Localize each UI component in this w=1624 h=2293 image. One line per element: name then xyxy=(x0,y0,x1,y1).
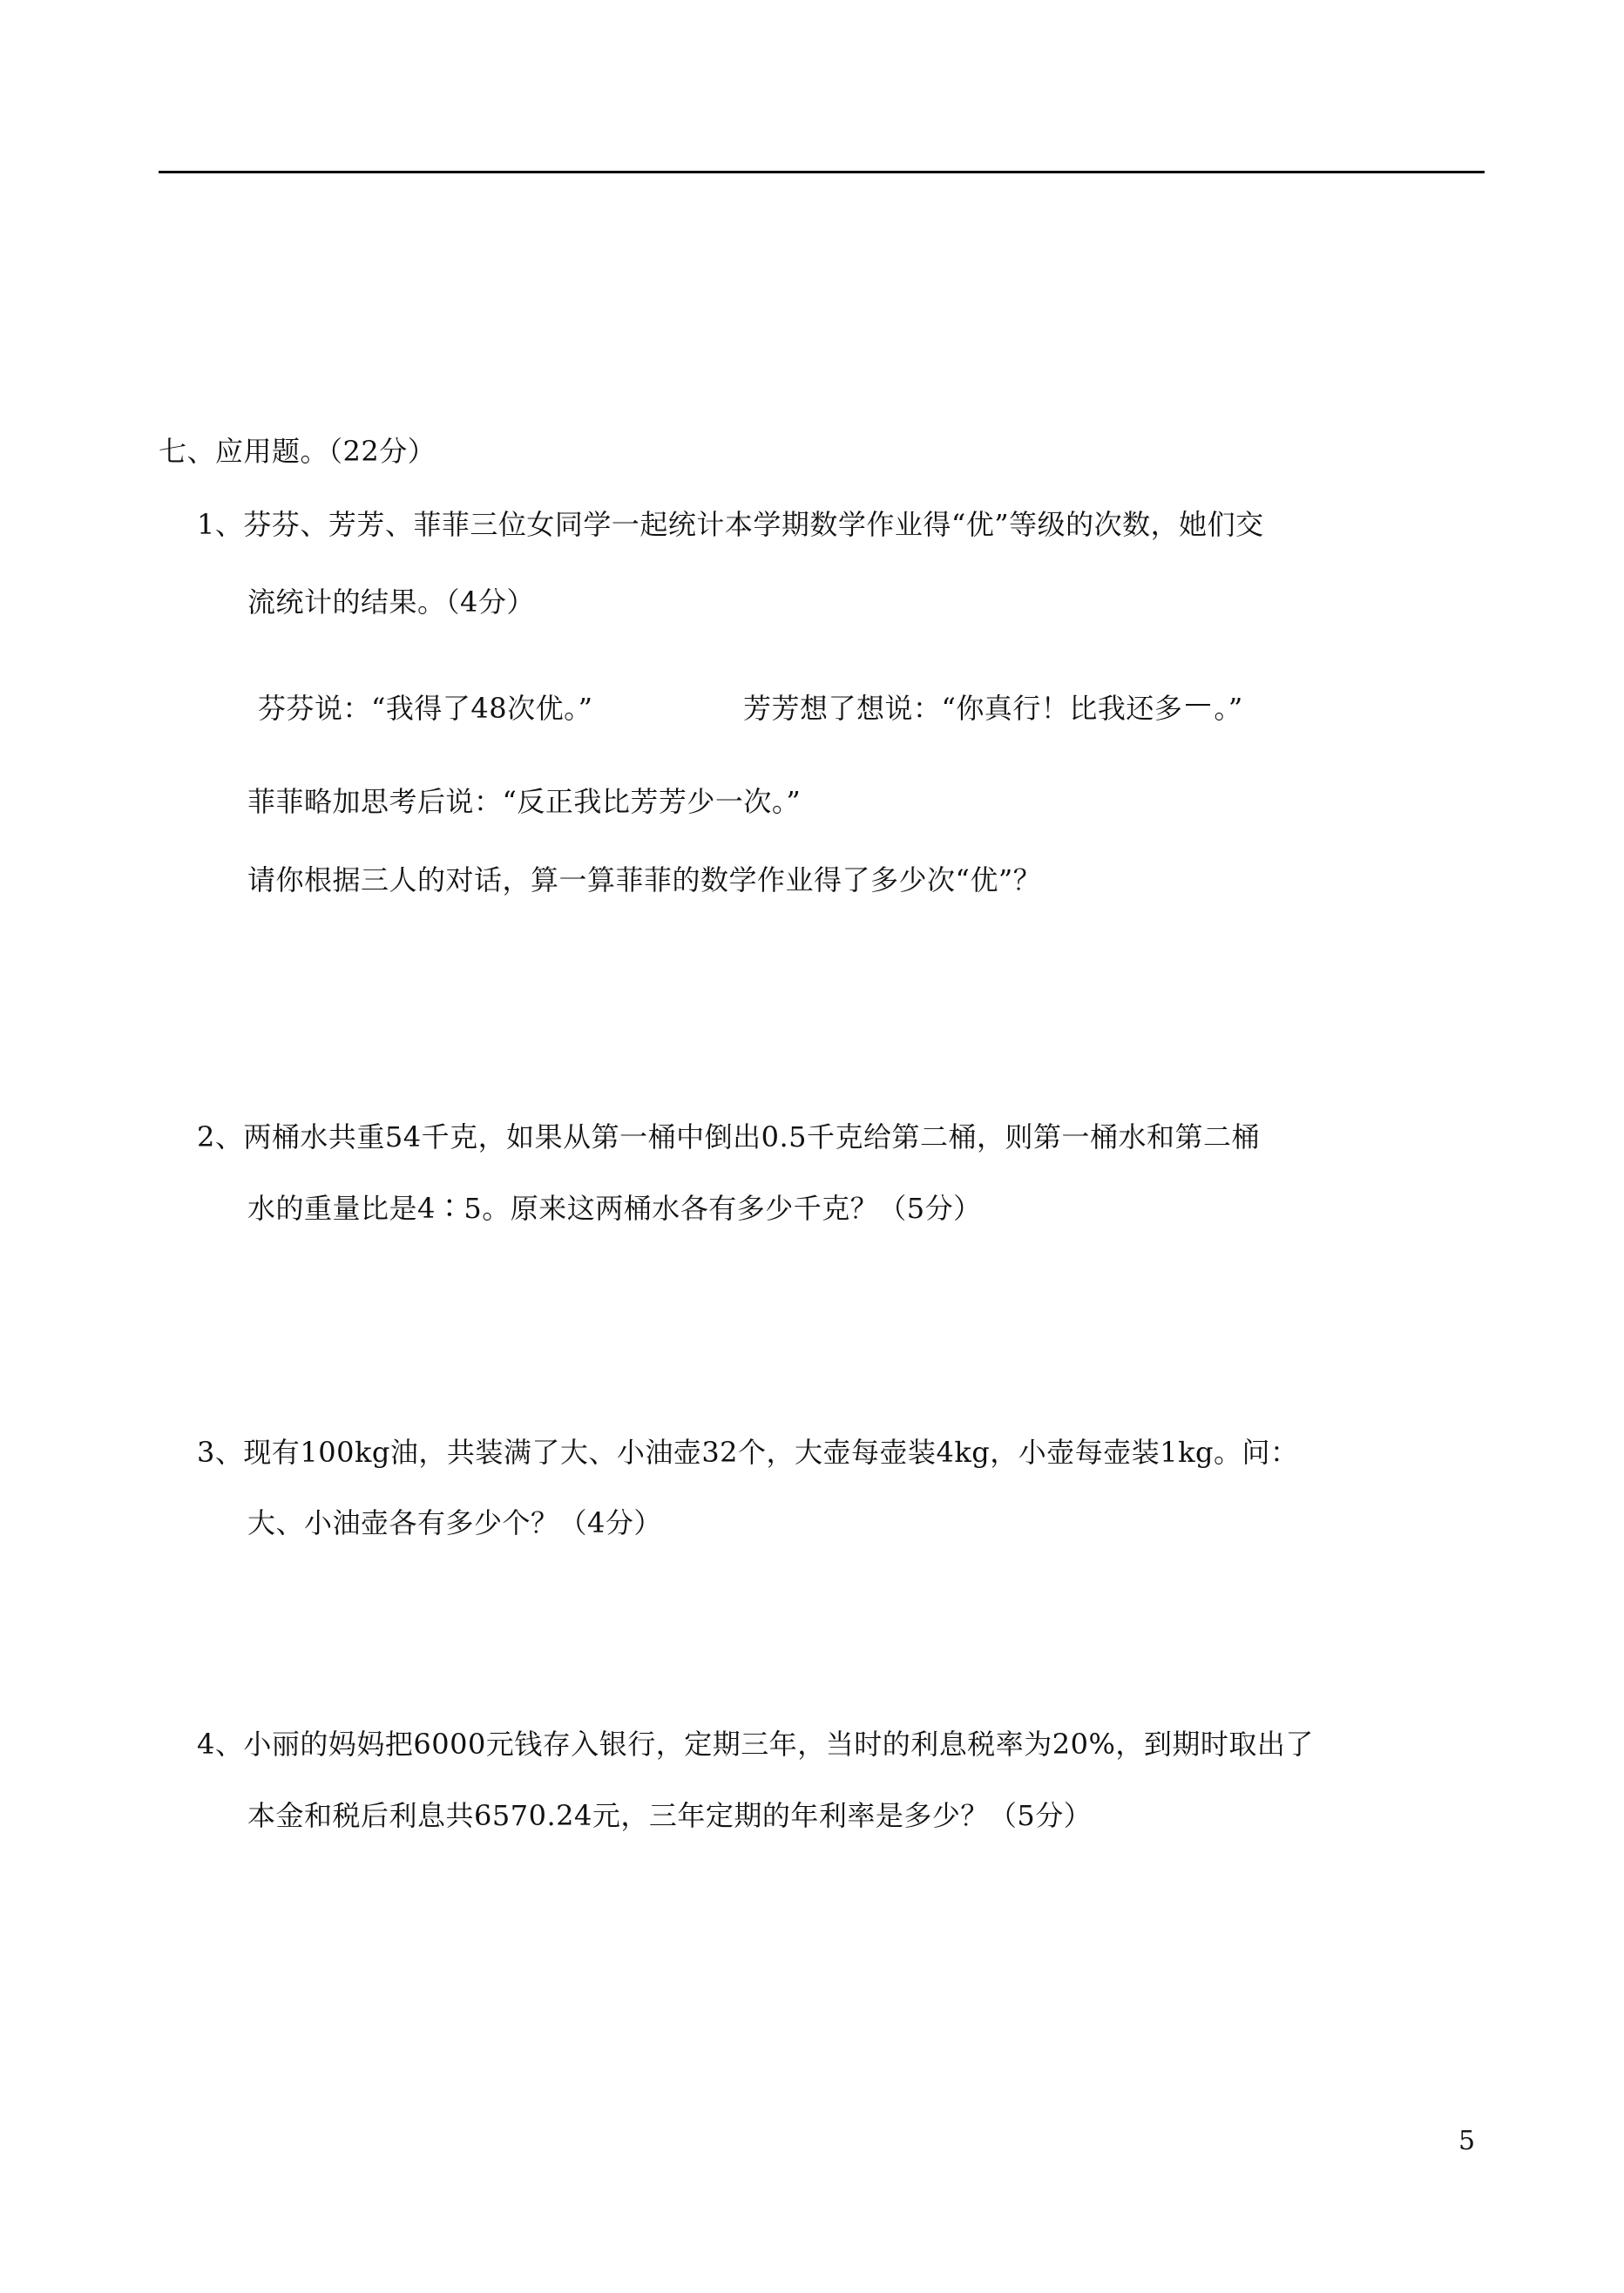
question-4-line-1: 4、小丽的妈妈把6000元钱存入银行，定期三年，当时的利息税率为20%，到期时取出了 xyxy=(197,1728,1314,1761)
question-1-ask: 请你根据三人的对话，算一算菲菲的数学作业得了多少次“优”？ xyxy=(247,863,1042,896)
section-title: 七、应用题。（22分） xyxy=(159,435,436,468)
header-rule xyxy=(159,171,1485,173)
dialog-fangfang-end: 。” xyxy=(1214,692,1243,725)
fill-blank xyxy=(1186,704,1210,706)
question-1-dialog-fangfang xyxy=(743,691,1243,726)
question-3-line-2: 大、小油壶各有多少个？（4分） xyxy=(247,1506,662,1539)
question-2-line-2: 水的重量比是4∶5。原来这两桶水各有多少千克？（5分） xyxy=(247,1192,982,1225)
question-2-line-1: 2、两桶水共重54千克，如果从第一桶中倒出0.5千克给第二桶，则第一桶水和第二桶 xyxy=(197,1120,1260,1153)
page-number: 5 xyxy=(1458,2126,1476,2156)
question-1-line-2: 流统计的结果。（4分） xyxy=(247,585,535,619)
question-1-line-1: 1、芬芬、芳芳、菲菲三位女同学一起统计本学期数学作业得“优”等级的次数，她们交 xyxy=(197,508,1264,541)
question-1-dialog-feifei: 菲菲略加思考后说：“反正我比芳芳少一次。” xyxy=(247,785,802,818)
dialog-fangfang-text: 芳芳想了想说：“你真行！比我还多 xyxy=(743,692,1183,725)
question-1-dialog-fenfen: 芬芬说：“我得了48次优。” xyxy=(258,692,593,725)
question-4-line-2: 本金和税后利息共6570.24元，三年定期的年利率是多少？（5分） xyxy=(247,1799,1093,1832)
question-3-line-1: 3、现有100kg油，共装满了大、小油壶32个，大壶每壶装4kg，小壶每壶装1kg。问： xyxy=(197,1436,1299,1469)
